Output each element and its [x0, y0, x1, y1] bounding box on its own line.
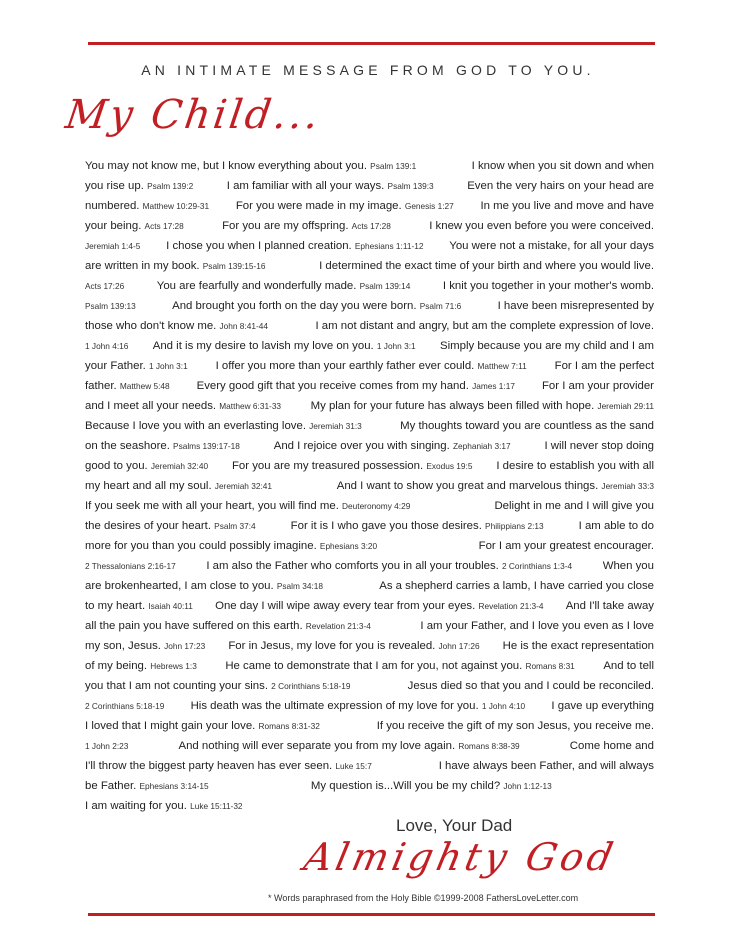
scripture-reference: 1 John 2:23: [85, 741, 129, 751]
letter-segment: [225, 656, 574, 676]
letter-sentence: I will never stop doing: [544, 440, 654, 452]
letter-sentence: For I am your provider: [541, 380, 654, 392]
letter-sentence: numbered.: [85, 200, 140, 212]
letter-segment: [400, 416, 654, 436]
letter-sentence: I am familiar with all your ways.: [226, 180, 385, 192]
letter-segment: [551, 696, 654, 716]
letter-segment: [85, 656, 197, 676]
letter-sentence: I desire to establish you with all: [496, 460, 654, 472]
scripture-reference: 2 Corinthians 5:18-19: [271, 681, 351, 691]
letter-segment: [420, 616, 654, 636]
scripture-reference: 2 Thessalonians 2:16-17: [85, 561, 176, 571]
letter-segment: [85, 376, 170, 396]
letter-line: [85, 556, 654, 576]
letter-line: [85, 716, 654, 736]
letter-line: [85, 616, 654, 636]
top-divider: [88, 42, 655, 45]
letter-segment: [85, 476, 272, 496]
letter-segment: [85, 516, 256, 536]
letter-segment: [153, 336, 416, 356]
letter-segment: [85, 776, 209, 796]
letter-segment: [85, 496, 410, 516]
scripture-reference: Matthew 7:11: [477, 361, 527, 371]
letter-sentence: your being.: [85, 220, 142, 232]
letter-segment: [498, 296, 654, 316]
letter-segment: [311, 776, 552, 796]
letter-segment: [311, 396, 654, 416]
letter-sentence: For you are my treasured possession.: [231, 460, 424, 472]
letter-segment: [206, 556, 572, 576]
letter-segment: [337, 476, 654, 496]
letter-sentence: He came to demonstrate that I am for you, not against you.: [225, 660, 523, 672]
scripture-reference: John 17:23: [164, 641, 206, 651]
scripture-reference: Acts 17:26: [85, 281, 125, 291]
letter-segment: [503, 636, 654, 656]
scripture-reference: 1 John 3:1: [376, 341, 416, 351]
letter-sentence: I have been misrepresented by: [497, 300, 654, 312]
scripture-reference: Genesis 1:27: [404, 201, 454, 211]
letter-sentence: If you seek me with all your heart, you will find me.: [85, 500, 339, 512]
letter-line: [85, 496, 654, 516]
letter-segment: [467, 176, 654, 196]
letter-line: [85, 576, 654, 596]
scripture-reference: Matthew 5:48: [119, 381, 170, 391]
scripture-reference: Philippians 2:13: [485, 521, 544, 531]
letter-sentence: You were not a mistake, for all your days: [449, 240, 654, 252]
scripture-reference: Psalm 34:18: [276, 581, 323, 591]
letter-sentence: I'll throw the biggest party heaven has ever seen.: [85, 760, 333, 772]
letter-sentence: those who don't know me.: [85, 320, 217, 332]
letter-line: [85, 176, 654, 196]
letter-sentence: For I am the perfect: [554, 360, 654, 372]
signoff: Love, Your Dad: [396, 816, 513, 835]
scripture-reference: Jeremiah 33:3: [601, 481, 654, 491]
letter-segment: [228, 636, 479, 656]
letter-line: [85, 276, 654, 296]
letter-segment: [291, 516, 544, 536]
letter-segment: [85, 576, 323, 596]
letter-sentence: And I'll take away: [565, 600, 654, 612]
scripture-reference: Acts 17:28: [144, 221, 184, 231]
letter-segment: [85, 436, 240, 456]
letter-sentence: As a shepherd carries a lamb, I have carried you close: [379, 580, 654, 592]
letter-line: [85, 216, 654, 236]
letter-sentence: His death was the ultimate expression of my love for you.: [190, 700, 479, 712]
scripture-reference: John 8:41-44: [219, 321, 268, 331]
scripture-reference: Matthew 10:29-31: [142, 201, 210, 211]
scripture-reference: Luke 15:11-32: [190, 801, 243, 811]
letter-sentence: father.: [85, 380, 117, 392]
letter-sentence: I am your Father, and I love you even as I love: [420, 620, 654, 632]
letter-sentence: of my being.: [85, 660, 148, 672]
scripture-reference: Psalms 139:17-18: [173, 441, 240, 451]
letter-line: [85, 456, 654, 476]
scripture-reference: Psalm 139:14: [359, 281, 411, 291]
letter-segment: [85, 796, 243, 816]
letter-line: [85, 736, 654, 756]
scripture-reference: Jeremiah 32:41: [214, 481, 272, 491]
letter-segment: [555, 356, 654, 376]
letter-sentence: my son, Jesus.: [85, 640, 161, 652]
letter-sentence: I have always been Father, and will always: [438, 760, 654, 772]
letter-segment: [379, 576, 654, 596]
letter-sentence: on the seashore.: [85, 440, 170, 452]
letter-line: [85, 256, 654, 276]
letter-line: [85, 356, 654, 376]
letter-sentence: When you: [602, 560, 654, 572]
letter-segment: [85, 156, 416, 176]
scripture-reference: Psalm 139:13: [85, 301, 136, 311]
letter-line: [85, 476, 654, 496]
scripture-reference: Jeremiah 32:40: [150, 461, 209, 471]
scripture-reference: Ephesians 3:14-15: [139, 781, 209, 791]
letter-sentence: Because I love you with an everlasting love.: [85, 420, 306, 432]
letter-segment: [222, 216, 391, 236]
letter-segment: [85, 316, 268, 336]
letter-segment: [85, 196, 209, 216]
letter-segment: [215, 596, 543, 616]
scripture-reference: John 17:26: [438, 641, 480, 651]
scripture-reference: Romans 8:31: [525, 661, 575, 671]
letter-sentence: My question is...Will you be my child?: [310, 780, 501, 792]
letter-segment: [85, 696, 164, 716]
letter-sentence: I chose you when I planned creation.: [166, 240, 352, 252]
letter-segment: [85, 556, 176, 576]
letter-line: [85, 296, 654, 316]
letter-sentence: I am also the Father who comforts you in all your troubles.: [206, 560, 499, 572]
letter-sentence: One day I will wipe away every tear from your eyes.: [215, 600, 476, 612]
signature: Almighty God: [300, 835, 621, 879]
letter-line: [85, 516, 654, 536]
letter-sentence: I knit you together in your mother's womb.: [442, 280, 654, 292]
letter-segment: [481, 196, 655, 216]
scripture-reference: Psalm 139:3: [387, 181, 434, 191]
letter-line: [85, 676, 654, 696]
letter-segment: [85, 176, 193, 196]
letter-sentence: Delight in me and I will give you: [494, 500, 654, 512]
page-title: My Child...: [62, 92, 325, 138]
letter-line: [85, 236, 654, 256]
letter-line: [85, 336, 654, 356]
letter-segment: [542, 376, 654, 396]
letter-segment: [439, 756, 654, 776]
letter-line: [85, 536, 654, 556]
letter-segment: [85, 456, 208, 476]
letter-sentence: In me you live and move and have: [480, 200, 654, 212]
letter-segment: [227, 176, 434, 196]
letter-sentence: My thoughts toward you are countless as the sand: [400, 420, 654, 432]
letter-sentence: For I am your greatest encourager.: [478, 540, 654, 552]
letter-segment: [85, 256, 266, 276]
scripture-reference: Acts 17:28: [351, 221, 391, 231]
letter-segment: [232, 456, 473, 476]
letter-sentence: You may not know me, but I know everything about you.: [85, 160, 367, 172]
letter-segment: [472, 156, 654, 176]
letter-sentence: Simply because you are my child and I am: [440, 340, 654, 352]
letter-sentence: I loved that I might gain your love.: [85, 720, 256, 732]
letter-line: [85, 196, 654, 216]
letter-segment: [443, 276, 654, 296]
letter-sentence: I determined the exact time of your birth and where you would live.: [319, 260, 654, 272]
letter-sentence: you that I am not counting your sins.: [85, 680, 268, 692]
letter-segment: [85, 716, 320, 736]
scripture-reference: Revelation 21:3-4: [478, 601, 544, 611]
letter-segment: [479, 536, 654, 556]
scripture-reference: 2 Corinthians 5:18-19: [85, 701, 165, 711]
letter-segment: [566, 596, 654, 616]
letter-segment: [408, 676, 654, 696]
scripture-reference: Isaiah 40:11: [148, 601, 193, 611]
scripture-reference: 2 Corinthians 1:3-4: [501, 561, 573, 571]
scripture-reference: Hebrews 1:3: [150, 661, 197, 671]
letter-line: [85, 316, 654, 336]
letter-sentence: and I meet all your needs.: [85, 400, 217, 412]
letter-line: [85, 596, 654, 616]
letter-segment: [85, 676, 351, 696]
letter-sentence: Every good gift that you receive comes from my hand.: [196, 380, 469, 392]
letter-segment: [579, 516, 654, 536]
letter-sentence: I am able to do: [578, 520, 654, 532]
scripture-reference: Revelation 21:3-4: [305, 621, 371, 631]
letter-segment: [377, 716, 654, 736]
letter-sentence: your Father.: [85, 360, 146, 372]
letter-sentence: be Father.: [85, 780, 137, 792]
scripture-reference: James 1:17: [472, 381, 515, 391]
letter-line: [85, 436, 654, 456]
letter-sentence: You are fearfully and wonderfully made.: [156, 280, 357, 292]
letter-segment: [172, 296, 461, 316]
footer-note: * Words paraphrased from the Holy Bible ©1999-2008 FathersLoveLetter.com: [268, 893, 579, 903]
letter-segment: [449, 236, 654, 256]
letter-sentence: And brought you forth on the day you were born.: [172, 300, 417, 312]
letter-segment: [315, 316, 654, 336]
letter-sentence: For it is I who gave you those desires.: [290, 520, 482, 532]
scripture-reference: 1 John 4:16: [85, 341, 129, 351]
letter-segment: [197, 376, 515, 396]
letter-segment: [178, 736, 519, 756]
letter-sentence: I know when you sit down and when: [471, 160, 654, 172]
scripture-reference: Luke 15:7: [335, 761, 372, 771]
scripture-reference: 1 John 3:1: [148, 361, 188, 371]
letter-sentence: For in Jesus, my love for you is revealed.: [228, 640, 436, 652]
letter-segment: [85, 356, 188, 376]
letter-segment: [85, 536, 377, 556]
letter-body: [85, 156, 654, 816]
letter-sentence: I am waiting for you.: [85, 800, 187, 812]
letter-sentence: you rise up.: [85, 180, 144, 192]
letter-sentence: My plan for your future has always been filled with hope.: [310, 400, 595, 412]
letter-line: [85, 756, 654, 776]
letter-sentence: And I rejoice over you with singing.: [273, 440, 450, 452]
letter-segment: [157, 276, 411, 296]
letter-segment: [85, 216, 184, 236]
letter-sentence: And to tell: [603, 660, 654, 672]
letter-sentence: I am not distant and angry, but am the complete expression of love.: [315, 320, 654, 332]
letter-segment: [570, 736, 654, 756]
letter-segment: [85, 616, 371, 636]
letter-line: [85, 636, 654, 656]
scripture-reference: Psalm 71:6: [419, 301, 462, 311]
letter-segment: [85, 756, 372, 776]
letter-segment: [429, 216, 654, 236]
scripture-reference: Romans 8:38-39: [458, 741, 520, 751]
letter-sentence: Jesus died so that you and I could be reconciled.: [407, 680, 654, 692]
letter-sentence: He is the exact representation: [502, 640, 654, 652]
letter-sentence: For you are my offspring.: [222, 220, 349, 232]
scripture-reference: Psalm 139:2: [147, 181, 194, 191]
letter-segment: [603, 656, 654, 676]
letter-segment: [85, 596, 193, 616]
scripture-reference: Jeremiah 31:3: [309, 421, 362, 431]
scripture-reference: Matthew 6:31-33: [219, 401, 282, 411]
scripture-reference: Jeremiah 29:11: [597, 401, 654, 411]
letter-sentence: I gave up everything: [551, 700, 654, 712]
letter-sentence: all the pain you have suffered on this earth.: [85, 620, 303, 632]
letter-sentence: If you receive the gift of my son Jesus, you receive me.: [376, 720, 654, 732]
scripture-reference: Deuteronomy 4:29: [342, 501, 411, 511]
letter-sentence: are brokenhearted, I am close to you.: [85, 580, 274, 592]
scripture-reference: Psalm 37:4: [214, 521, 256, 531]
bottom-divider: [88, 913, 655, 916]
letter-sentence: And nothing will ever separate you from my love again.: [178, 740, 456, 752]
letter-segment: [216, 356, 527, 376]
scripture-reference: Ephesians 3:20: [319, 541, 378, 551]
letter-segment: [85, 236, 140, 256]
scripture-reference: Zephaniah 3:17: [452, 441, 511, 451]
letter-line: [85, 796, 654, 816]
letter-segment: [85, 296, 136, 316]
letter-sentence: And I want to show you great and marvelous things.: [336, 480, 599, 492]
scripture-reference: Psalm 139:15-16: [202, 261, 266, 271]
scripture-reference: Jeremiah 1:4-5: [85, 241, 141, 251]
letter-line: [85, 416, 654, 436]
letter-line: [85, 156, 654, 176]
scripture-reference: Exodus 19:5: [426, 461, 473, 471]
letter-sentence: the desires of your heart.: [85, 520, 211, 532]
letter-sentence: I offer you more than your earthly father ever could.: [215, 360, 475, 372]
letter-sentence: my heart and all my soul.: [85, 480, 212, 492]
letter-line: [85, 396, 654, 416]
letter-sentence: I knew you even before you were conceived.: [429, 220, 654, 232]
page-subtitle: AN INTIMATE MESSAGE FROM GOD TO YOU.: [141, 62, 595, 78]
scripture-reference: 1 John 4:10: [481, 701, 526, 711]
letter-sentence: Even the very hairs on your head are: [467, 180, 654, 192]
letter-segment: [494, 496, 654, 516]
letter-segment: [166, 236, 423, 256]
letter-line: [85, 776, 654, 796]
letter-sentence: Come home and: [569, 740, 654, 752]
letter-segment: [191, 696, 526, 716]
letter-sentence: to my heart.: [85, 600, 146, 612]
letter-sentence: good to you.: [85, 460, 148, 472]
scripture-reference: Ephesians 1:11-12: [354, 241, 424, 251]
letter-segment: [236, 196, 454, 216]
letter-sentence: For you were made in my image.: [235, 200, 402, 212]
letter-segment: [85, 636, 205, 656]
letter-segment: [85, 396, 281, 416]
scripture-reference: Psalm 139:1: [370, 161, 417, 171]
letter-sentence: And it is my desire to lavish my love on you.: [152, 340, 374, 352]
letter-segment: [85, 416, 362, 436]
scripture-reference: John 1:12-13: [503, 781, 552, 791]
letter-segment: [85, 276, 124, 296]
letter-segment: [496, 456, 654, 476]
letter-line: [85, 696, 654, 716]
letter-sentence: are written in my book.: [85, 260, 200, 272]
letter-segment: [544, 436, 654, 456]
letter-line: [85, 376, 654, 396]
letter-segment: [85, 336, 128, 356]
letter-segment: [440, 336, 654, 356]
letter-segment: [274, 436, 511, 456]
letter-segment: [319, 256, 654, 276]
letter-line: [85, 656, 654, 676]
letter-segment: [603, 556, 654, 576]
letter-segment: [85, 736, 128, 756]
scripture-reference: Romans 8:31-32: [258, 721, 320, 731]
letter-sentence: more for you than you could possibly imagine.: [85, 540, 317, 552]
